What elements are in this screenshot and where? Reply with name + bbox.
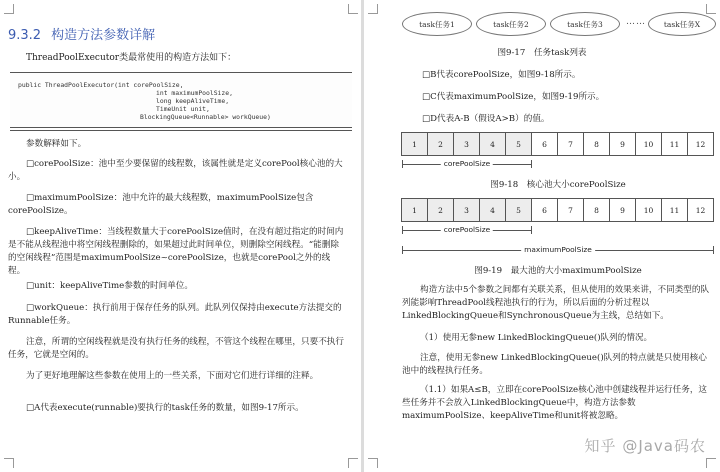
thread-cell: 9 bbox=[609, 132, 636, 156]
core-pool-size-bracket bbox=[402, 160, 532, 168]
paragraph-a: □A代表execute(runnable)要执行的task任务的数量，如图9-17所示。 bbox=[26, 403, 304, 413]
right-page bbox=[364, 0, 720, 472]
thread-cell: 1 bbox=[401, 198, 428, 222]
figure-caption-9-18: 图9-18 核心池大小corePoolSize bbox=[490, 180, 626, 190]
paragraph-maximum-pool-size: □maximumPoolSize：池中允许的最大线程数，maximumPoolSize包含corePoolSize。 bbox=[8, 193, 314, 216]
maximum-pool-size-bracket bbox=[402, 246, 714, 254]
task-list-figure bbox=[364, 8, 720, 40]
thread-cell: 12 bbox=[687, 132, 714, 156]
thread-cell: 2 bbox=[427, 198, 454, 222]
paragraph-note: 注意，所谓的空闲线程就是没有执行任务的线程，不管这个线程在哪里，只要不执行任务，它就是空闲的。 bbox=[8, 337, 344, 360]
crop-mark bbox=[4, 4, 14, 14]
thread-cell: 8 bbox=[583, 132, 610, 156]
option-d: □D代表A-B（假设A>B）的值。 bbox=[422, 114, 550, 124]
paragraph-relations: 构造方法中5个参数之间都有关联关系，但从使用的效果来讲，不同类型的队列能影响ThreadPool线程池执行的行为，所以后面的分析过程以LinkedBlockingQueue和SynchronousQueue为主线，总结如下。 bbox=[402, 285, 710, 321]
paragraph-core-pool-size: □corePoolSize：池中至少要保留的线程数，该属性就是定义corePool核心池的大小。 bbox=[8, 159, 343, 182]
thread-cells-core bbox=[402, 132, 714, 154]
thread-cell: 2 bbox=[427, 132, 454, 156]
thread-cell: 7 bbox=[557, 198, 584, 222]
crop-mark bbox=[348, 4, 358, 14]
thread-cell: 1 bbox=[401, 132, 428, 156]
thread-cell: 6 bbox=[531, 132, 558, 156]
crop-mark bbox=[706, 458, 716, 468]
task-ellipse: task任务1 bbox=[402, 12, 472, 36]
task-ellipsis: …… bbox=[626, 17, 646, 27]
thread-cell: 5 bbox=[505, 198, 532, 222]
paragraph-case-1-1: （1.1）如果A≤B，立即在corePoolSize核心池中创建线程并运行任务，这些任务并不会放入LinkedBlockingQueue中，构造方法参数maximumPoolSize、keepAliveTime和unit将被忽略。 bbox=[402, 385, 708, 421]
thread-cells-max bbox=[402, 198, 714, 220]
thread-cell: 9 bbox=[609, 198, 636, 222]
paragraph-unit: □unit：keepAliveTime参数的时间单位。 bbox=[26, 281, 193, 291]
thread-cell: 6 bbox=[531, 198, 558, 222]
zhihu-watermark: 知乎 @Java码农 bbox=[584, 437, 706, 455]
crop-mark bbox=[4, 458, 14, 468]
paragraph-keep-alive-time: □keepAliveTime：当线程数量大于corePoolSize值时，在没有超过指定的时间内是不能从线程池中将空闲线程删除的，如果超过此时间单位，则删除空闲线程。“能删除的空闲线程”范围是maximumPoolSize~corePoolSize，也就是corePool之外的线程。 bbox=[8, 227, 344, 276]
code-block bbox=[10, 72, 352, 128]
thread-cell: 7 bbox=[557, 132, 584, 156]
paragraph-understand: 为了更好地理解这些参数在使用上的一些关系，下面对它们进行详细的注释。 bbox=[26, 371, 319, 381]
thread-cell: 3 bbox=[453, 198, 480, 222]
code-line: long keepAliveTime, bbox=[156, 97, 230, 105]
thread-cell: 4 bbox=[479, 132, 506, 156]
paragraph-note-linked-queue: 注意，使用无参new LinkedBlockingQueue()队列的特点就是只使用核心池中的线程执行任务。 bbox=[402, 353, 707, 376]
thread-cell: 11 bbox=[661, 198, 688, 222]
bracket-label: corePoolSize bbox=[441, 160, 493, 168]
paragraph-explain: 参数解释如下。 bbox=[26, 139, 87, 149]
task-ellipse: task任务X bbox=[648, 12, 716, 36]
bracket-label: maximumPoolSize bbox=[521, 246, 595, 254]
core-pool-size-bracket bbox=[402, 226, 532, 234]
task-ellipse: task任务2 bbox=[476, 12, 546, 36]
section-number: 9.3.2 bbox=[8, 28, 42, 43]
code-line: BlockingQueue<Runnable> workQueue) bbox=[140, 113, 271, 121]
thread-cell: 5 bbox=[505, 132, 532, 156]
paragraph-work-queue: □workQueue：执行前用于保存任务的队列。此队列仅保持由execute方法提交的Runnable任务。 bbox=[8, 303, 342, 326]
thread-cell: 10 bbox=[635, 198, 662, 222]
thread-cell: 11 bbox=[661, 132, 688, 156]
bracket-label: corePoolSize bbox=[441, 226, 493, 234]
figure-caption-9-19: 图9-19 最大池的大小maximumPoolSize bbox=[474, 266, 642, 276]
code-line: public ThreadPoolExecutor(int corePoolSize, bbox=[18, 81, 184, 89]
section-heading bbox=[8, 24, 155, 43]
figure-caption-9-17: 图9-17 任务task列表 bbox=[497, 48, 587, 58]
intro-text: ThreadPoolExecutor类最常使用的构造方法如下： bbox=[26, 53, 237, 63]
code-line: TimeUnit unit, bbox=[156, 105, 210, 113]
thread-cell: 12 bbox=[687, 198, 714, 222]
crop-mark bbox=[348, 458, 358, 468]
section-title: 构造方法参数详解 bbox=[51, 28, 156, 43]
crop-mark bbox=[368, 458, 378, 468]
thread-cell: 10 bbox=[635, 132, 662, 156]
thread-cell: 3 bbox=[453, 132, 480, 156]
task-ellipse: task任务3 bbox=[550, 12, 620, 36]
thread-cell: 8 bbox=[583, 198, 610, 222]
option-b: □B代表corePoolSize，如图9-18所示。 bbox=[422, 70, 581, 80]
paragraph-case-1: （1）使用无参new LinkedBlockingQueue()队列的情况。 bbox=[420, 333, 653, 343]
code-line: int maximumPoolSize, bbox=[156, 89, 233, 97]
thread-cell: 4 bbox=[479, 198, 506, 222]
option-c: □C代表maximumPoolSize，如图9-19所示。 bbox=[422, 92, 605, 102]
